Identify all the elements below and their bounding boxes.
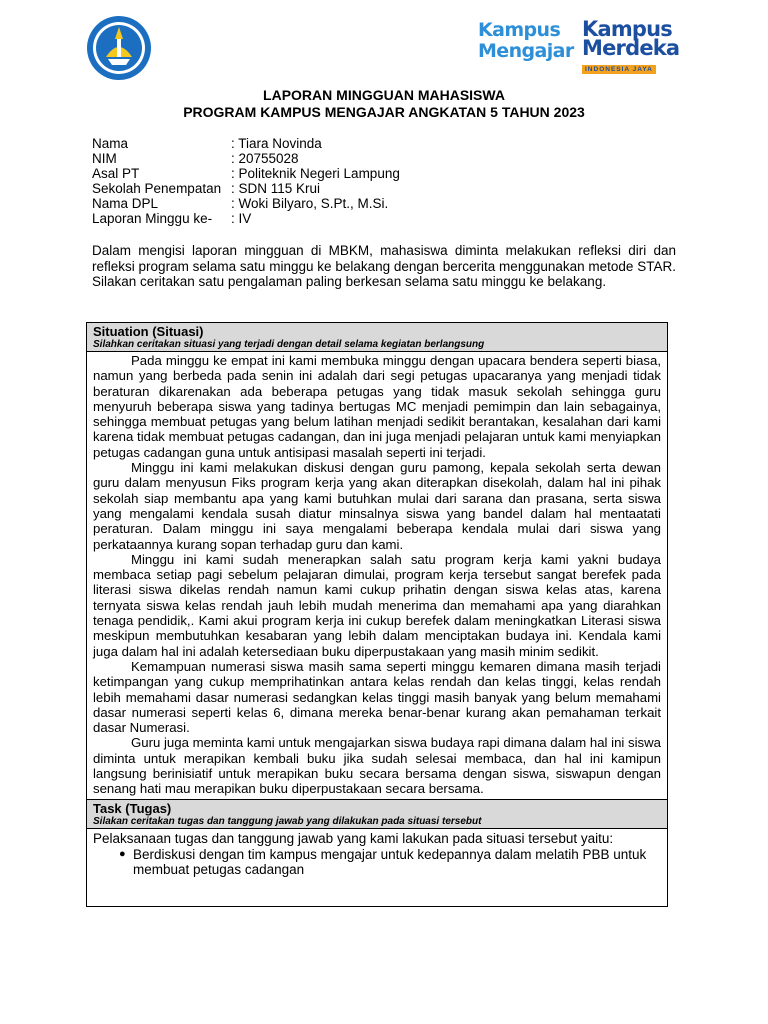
task-bullet-text: Berdiskusi dengan tim kampus mengajar untuk kedepannya dalam melatih PBB untuk membuat petugas cadangan xyxy=(133,846,647,878)
situation-subtitle: Silahkan ceritakan situasi yang terjadi dengan detail selama kegiatan berlangsung xyxy=(93,339,485,350)
identity-value: : 20755028 xyxy=(231,151,299,166)
identity-label: NIM xyxy=(92,151,117,166)
kampus-merdeka-logo xyxy=(582,17,680,76)
kampus-merdeka-band: INDONESIA JAYA xyxy=(582,65,656,74)
situation-paragraph: Minggu ini kami sudah menerapkan salah satu program kerja kami yakni budaya membaca setiap pagi sebelum pelajaran dimulai, program kerja tersebut sangat berefek pada literasi siswa dikelas rendah namun kami cukup prihatin dengan siswa kelas atas, karena ternyata siswa kelas rendah jauh lebih mudah menerima dan memahami apa yang diarahkan tenaga pendidik,. Kami akui program kerja ini cukup berefek dalam meningkatkan Literasi siswa meskipun membutuhkan kesabaran yang lebih dalam menciptakan budaya ini. Kendala kami juga dalam hal ini adalah ketersediaan buku diperpustakaan yang masih minim sedikit. xyxy=(93,551,661,659)
identity-label: Asal PT xyxy=(92,166,140,181)
identity-row xyxy=(92,211,400,226)
task-body xyxy=(87,829,667,878)
identity-row xyxy=(92,136,400,151)
task-title: Task (Tugas) xyxy=(93,800,172,816)
kampus-mengajar-logo xyxy=(478,20,578,61)
identity-value: : SDN 115 Krui xyxy=(231,181,321,196)
report-subtitle: PROGRAM KAMPUS MENGAJAR ANGKATAN 5 TAHUN 2023 xyxy=(183,104,585,120)
situation-paragraph: Guru juga meminta kami untuk mengajarkan siswa budaya rapi dimana dalam hal ini siswa diminta untuk merapikan kembali buku jika sudah selesai membaca, dan hal ini kamipun langsung berinisiatif untuk merapikan buku secara bersama dengan siswa, siswapun dengan senang hati mau merapikan buku diperpustakaan secara bersama. xyxy=(93,735,661,797)
kampus-merdeka-line1: Kampus xyxy=(582,17,673,41)
task-header xyxy=(87,800,667,829)
task-lead: Pelaksanaan tugas dan tanggung jawab yang kami lakukan pada situasi tersebut yaitu: xyxy=(93,830,614,846)
situation-body xyxy=(87,352,667,800)
identity-value: : Politeknik Negeri Lampung xyxy=(231,166,400,181)
identity-label: Nama DPL xyxy=(92,196,159,211)
situation-header xyxy=(87,323,667,352)
identity-row xyxy=(92,196,400,211)
star-table xyxy=(86,322,668,907)
identity-value: : IV xyxy=(231,211,252,226)
situation-paragraph: Kemampuan numerasi siswa masih sama seperti minggu kemaren dimana masih terjadi ketimpangan yang cukup memprihatinkan antara kelas rendah dan kelas tinggi, kelas rendah lebih memahami dasar numerasi sedangkan kelas tinggi masih banyak yang belum memahami dasar numerasi seperti kelas 6, dimana mereka benar-benar kurang akan pemahaman terkait dasar Numerasi. xyxy=(93,658,661,736)
situation-paragraph: Pada minggu ke empat ini kami membuka minggu dengan upacara bendera seperti biasa, namun yang berbeda pada senin ini adalah dari segi petugas upacaranya yang menjadi tidak beraturan dikarenakan ada beberapa petugas yang tidak masuk sekolah sehingga guru menyuruh beberapa siswa yang tadinya bertugas MC menjadi pemimpin dan lain sebagainya, sehingga membuat petugas yang belum latihan menjadi sedikit berantakan, kesalahan dari kami karena tidak membuat petugas cadangan, dan ini juga menjadi pelajaran untuk kami menyiapkan petugas cadangan guna untuk antisipasi masalah seperti ini terjadi. xyxy=(93,353,661,460)
identity-value: : Tiara Novinda xyxy=(231,136,322,151)
identity-row xyxy=(92,151,400,166)
report-title: LAPORAN MINGGUAN MAHASISWA xyxy=(263,87,505,103)
identity-label: Laporan Minggu ke- xyxy=(92,211,213,226)
task-subtitle: Silakan ceritakan tugas dan tanggung jawab yang dilakukan pada situasi tersebut xyxy=(93,815,482,827)
intro-paragraph: Dalam mengisi laporan mingguan di MBKM, mahasiswa diminta melakukan refleksi diri dan refleksi program selama satu minggu ke belakang dengan bercerita menggunakan metode STAR. Silakan ceritakan satu pengalaman paling berkesan selama satu minggu ke belakang. xyxy=(92,243,676,289)
kampus-merdeka-line2: Merdeka xyxy=(582,36,680,60)
identity-row xyxy=(92,181,400,196)
brand-logos xyxy=(478,17,680,76)
kampus-mengajar-line2: Mengajar xyxy=(478,40,574,62)
kampus-mengajar-line1: Kampus xyxy=(478,19,561,41)
identity-value: : Woki Bilyaro, S.Pt., M.Si. xyxy=(231,196,389,211)
identity-row xyxy=(92,166,400,181)
task-bullet xyxy=(93,847,661,878)
identity-label: Nama xyxy=(92,136,129,151)
situation-title: Situation (Situasi) xyxy=(93,324,204,339)
identity-label: Sekolah Penempatan xyxy=(92,181,222,196)
situation-paragraph: Minggu ini kami melakukan diskusi dengan guru pamong, kepala sekolah serta dewan guru dalam menyusun Fiks program kerja yang akan diterapkan disekolah, dalam hal ini pihak sekolah siap membantu apa yang kami butuhkan mulai dari sarana dan prasana, serta siswa yang mengalami kendala susah diatur minsalnya siswa yang bandel dalam hal mentaatati peraturan. Dalam minggu ini saya mengalami beberapa kendala mulai dari siswa yang perkataannya kurang sopan terhadap guru dan kami. xyxy=(93,460,661,552)
tut-wuri-handayani-logo xyxy=(86,15,152,81)
identity-block xyxy=(92,136,400,226)
bullet-icon: ● xyxy=(119,847,126,860)
